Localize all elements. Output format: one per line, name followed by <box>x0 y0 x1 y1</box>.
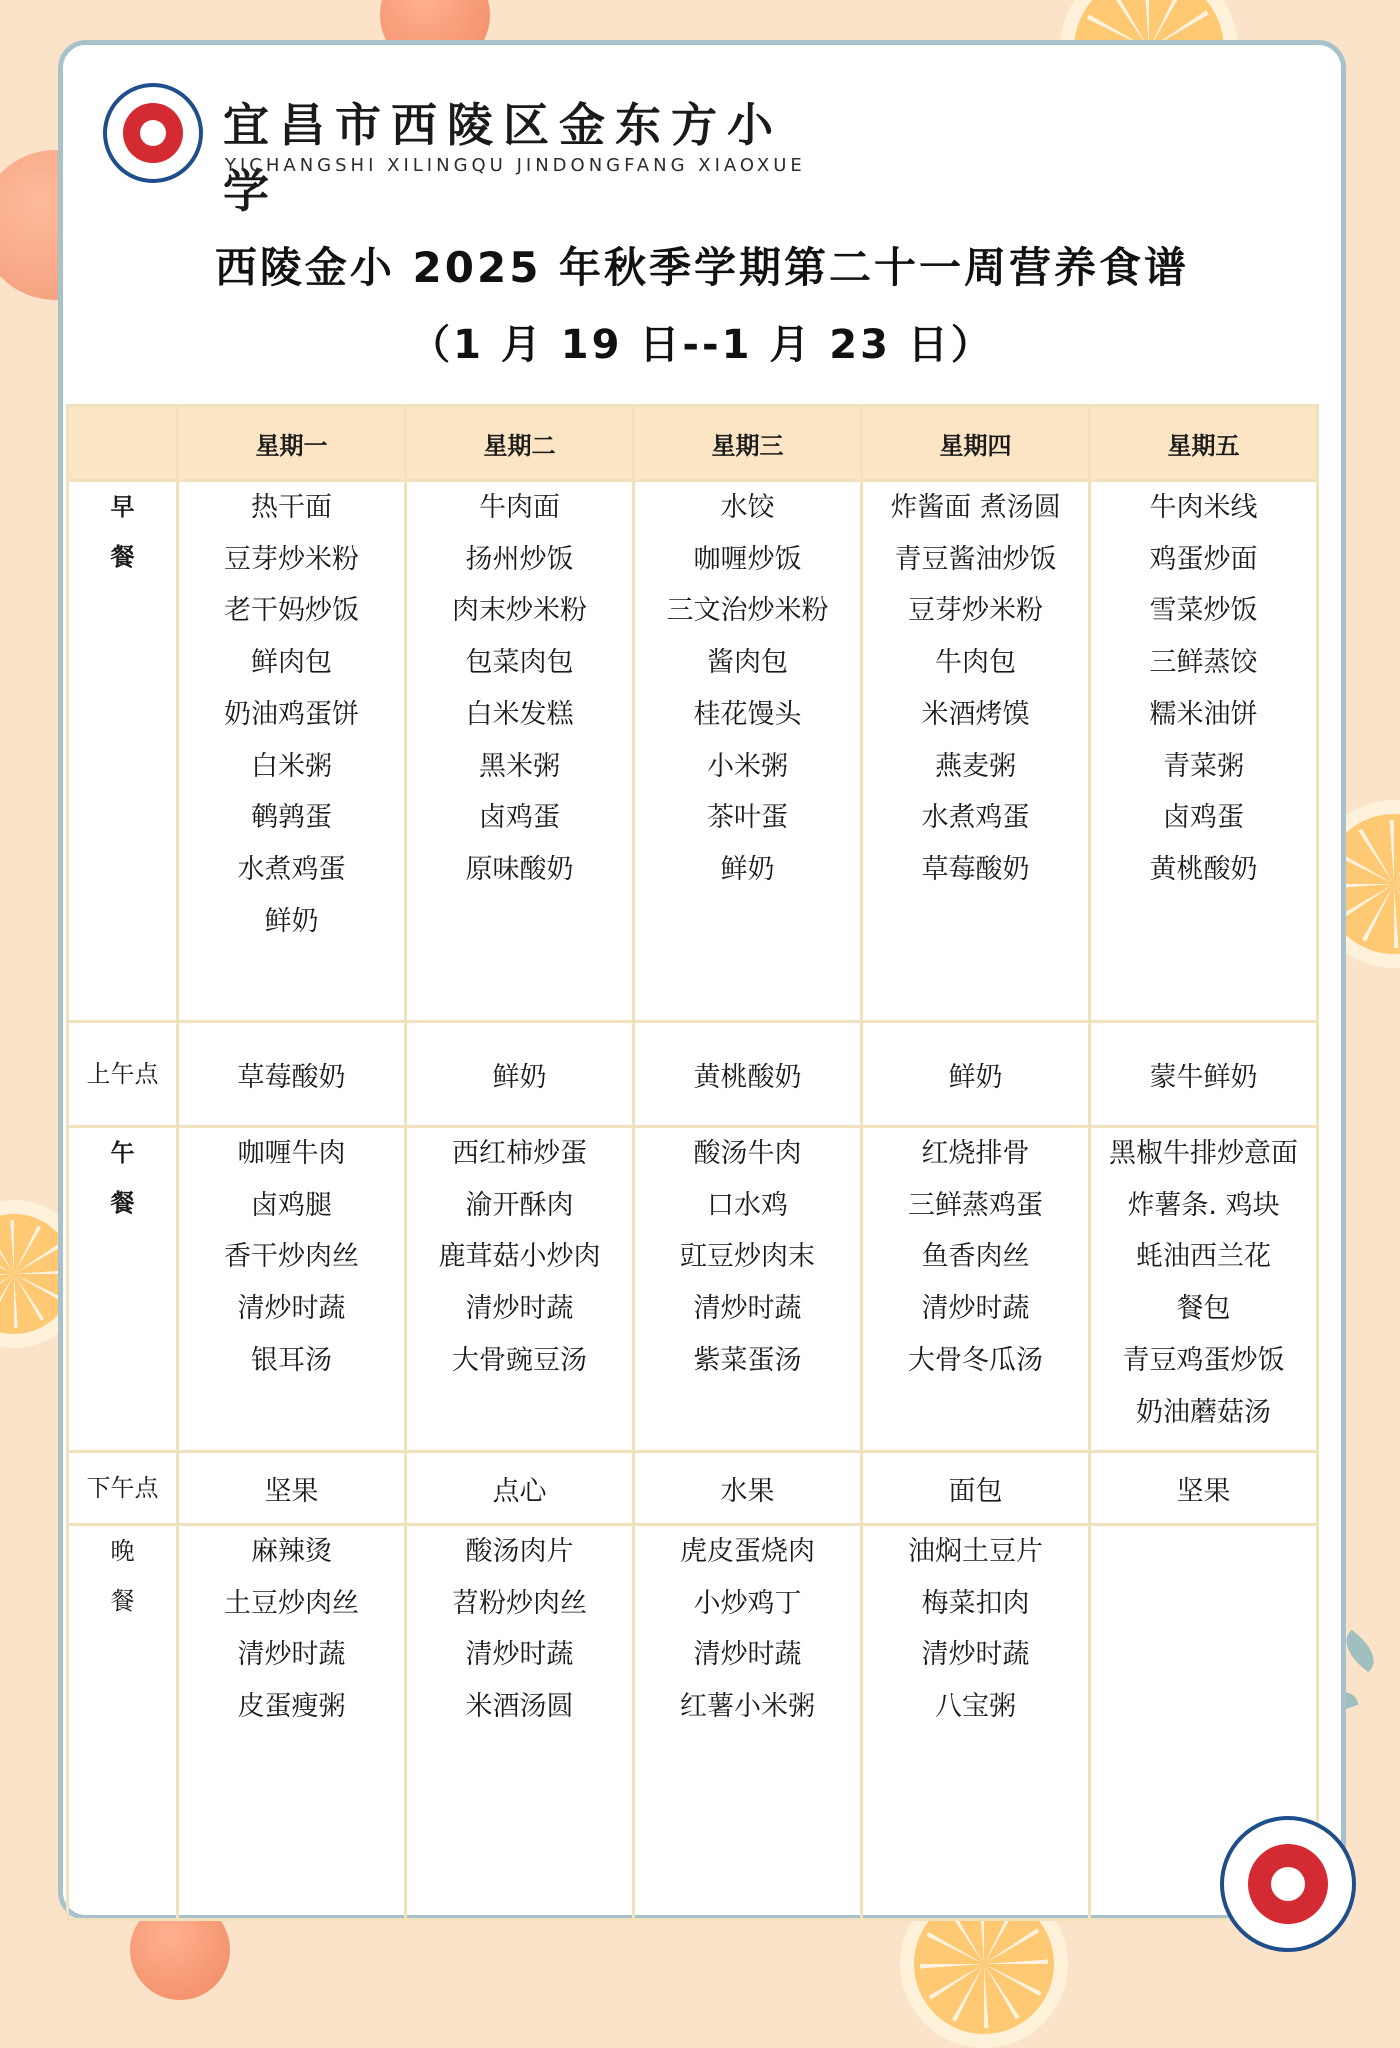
dish-item: 香干炒肉丝 <box>224 1241 359 1273</box>
dish-item: 清炒时蔬 <box>465 1639 574 1671</box>
dish-item: 原味酸奶 <box>465 853 574 885</box>
school-name-en: YICHANGSHI XILINGQU JINDONGFANG XIAOXUE <box>225 155 806 176</box>
dish-item: 梅菜扣肉 <box>921 1587 1030 1619</box>
pm-snack-cell: 点心 <box>406 1452 634 1525</box>
dish-item: 扬州炒饭 <box>465 543 574 575</box>
dish-item: 紫菜蛋汤 <box>693 1344 802 1376</box>
dinner-label-1: 晚 <box>110 1537 135 1565</box>
dish-item: 水煮鸡蛋 <box>237 853 346 885</box>
school-header <box>103 83 823 218</box>
dish-item: 老干妈炒饭 <box>224 595 359 627</box>
dish-item: 燕麦粥 <box>935 750 1016 782</box>
dish-item: 豆芽炒米粉 <box>224 543 359 575</box>
dish-item: 三鲜蒸饺 <box>1149 647 1258 679</box>
dish-item: 油焖土豆片 <box>908 1536 1043 1567</box>
dish-item: 米酒汤圆 <box>465 1691 574 1723</box>
dish-item: 三文治炒米粉 <box>666 595 829 627</box>
dish-item: 清炒时蔬 <box>921 1293 1030 1325</box>
dish-item: 口水鸡 <box>707 1189 788 1221</box>
dinner-row <box>68 1525 1318 1920</box>
dinner-cell <box>178 1525 406 1920</box>
dish-item: 炸酱面 煮汤圆 <box>890 492 1061 523</box>
dish-item: 青豆酱油炒饭 <box>894 543 1057 575</box>
dish-item: 咖喱牛肉 <box>237 1138 346 1169</box>
day-header: 星期二 <box>406 406 634 481</box>
breakfast-cell <box>634 481 862 1022</box>
dish-item: 卤鸡蛋 <box>479 802 560 834</box>
dish-item: 咖喱炒饭 <box>693 543 802 575</box>
dish-item: 蚝油西兰花 <box>1136 1241 1271 1273</box>
pm-snack-label-text: 下午点 <box>86 1474 159 1502</box>
pm-snack-label <box>68 1452 178 1525</box>
dish-item: 银耳汤 <box>251 1344 332 1376</box>
breakfast-cell <box>178 481 406 1022</box>
dish-item: 白米粥 <box>251 750 332 782</box>
lunch-label <box>68 1127 178 1452</box>
dish-item: 包菜肉包 <box>465 647 574 679</box>
am-snack-cell: 鲜奶 <box>862 1022 1090 1127</box>
dish-item: 白米发糕 <box>465 698 574 730</box>
breakfast-label-1: 早 <box>110 493 135 521</box>
lunch-cell <box>634 1127 862 1452</box>
am-snack-cell: 鲜奶 <box>406 1022 634 1127</box>
dish-item: 水煮鸡蛋 <box>921 802 1030 834</box>
dish-item: 卤鸡腿 <box>251 1189 332 1221</box>
dish-item: 青菜粥 <box>1163 750 1244 782</box>
dish-item: 水饺 <box>720 492 775 523</box>
breakfast-cell <box>1090 481 1318 1022</box>
pm-snack-cell: 水果 <box>634 1452 862 1525</box>
dish-item: 小炒鸡丁 <box>693 1587 802 1619</box>
am-snack-cell: 黄桃酸奶 <box>634 1022 862 1127</box>
menu-title: 西陵金小 2025 年秋季学期第二十一周营养食谱 <box>214 243 1190 292</box>
dish-item: 大骨冬瓜汤 <box>908 1344 1043 1376</box>
am-snack-label <box>68 1022 178 1127</box>
dish-item: 土豆炒肉丝 <box>224 1587 359 1619</box>
school-logo-icon <box>103 83 203 183</box>
lunch-cell <box>862 1127 1090 1452</box>
lunch-row <box>68 1127 1318 1452</box>
dish-item: 牛肉米线 <box>1149 492 1258 523</box>
pm-snack-row <box>68 1452 1318 1525</box>
dish-item: 渝开酥肉 <box>465 1189 574 1221</box>
dish-item: 清炒时蔬 <box>921 1639 1030 1671</box>
dish-item: 糯米油饼 <box>1149 698 1258 730</box>
dish-item: 热干面 <box>251 492 332 523</box>
dish-item: 清炒时蔬 <box>237 1293 346 1325</box>
lunch-label-2: 餐 <box>110 1189 135 1217</box>
dish-item: 红烧排骨 <box>921 1138 1030 1169</box>
dish-item: 黄桃酸奶 <box>1149 853 1258 885</box>
dish-item: 西红柿炒蛋 <box>452 1138 587 1169</box>
breakfast-label-2: 餐 <box>110 543 135 571</box>
dish-item: 桂花馒头 <box>693 698 802 730</box>
dish-item: 雪菜炒饭 <box>1149 595 1258 627</box>
dish-item: 鲜奶 <box>720 853 775 885</box>
corner-cell <box>68 406 178 481</box>
dish-item: 小米粥 <box>707 750 788 782</box>
dish-item: 麻辣烫 <box>251 1536 332 1567</box>
menu-date-range: （1 月 19 日--1 月 23 日） <box>410 322 994 368</box>
dinner-label <box>68 1525 178 1920</box>
dish-item: 茶叶蛋 <box>707 802 788 834</box>
dish-item: 清炒时蔬 <box>465 1293 574 1325</box>
dinner-cell <box>634 1525 862 1920</box>
dish-item: 清炒时蔬 <box>237 1639 346 1671</box>
dish-item: 鹌鹑蛋 <box>251 802 332 834</box>
header-row <box>68 406 1318 481</box>
lunch-label-1: 午 <box>110 1139 135 1167</box>
day-header: 星期一 <box>178 406 406 481</box>
am-snack-cell: 蒙牛鲜奶 <box>1090 1022 1318 1127</box>
day-header: 星期五 <box>1090 406 1318 481</box>
dish-item: 酱肉包 <box>707 647 788 679</box>
weekly-menu-table <box>66 404 1319 1921</box>
dish-item: 八宝粥 <box>935 1691 1016 1723</box>
dish-item: 皮蛋瘦粥 <box>237 1691 346 1723</box>
dish-item: 卤鸡蛋 <box>1163 802 1244 834</box>
day-header: 星期四 <box>862 406 1090 481</box>
lunch-cell <box>1090 1127 1318 1452</box>
pm-snack-cell: 面包 <box>862 1452 1090 1525</box>
pm-snack-cell: 坚果 <box>1090 1452 1318 1525</box>
dish-item: 草莓酸奶 <box>921 853 1030 885</box>
dish-item: 豇豆炒肉末 <box>680 1241 815 1273</box>
dish-item: 虎皮蛋烧肉 <box>680 1536 815 1567</box>
pm-snack-cell: 坚果 <box>178 1452 406 1525</box>
breakfast-label <box>68 481 178 1022</box>
dish-item: 豆芽炒米粉 <box>908 595 1043 627</box>
dish-item: 餐包 <box>1176 1293 1231 1325</box>
dinner-cell <box>862 1525 1090 1920</box>
dish-item: 鹿茸菇小炒肉 <box>438 1241 601 1273</box>
dish-item: 奶油鸡蛋饼 <box>224 698 359 730</box>
lunch-cell <box>178 1127 406 1452</box>
education-group-badge-icon <box>1220 1816 1356 1952</box>
dinner-cell <box>406 1525 634 1920</box>
dish-item: 牛肉面 <box>479 492 560 523</box>
dish-item: 黑椒牛排炒意面 <box>1109 1138 1298 1169</box>
dish-item: 三鲜蒸鸡蛋 <box>908 1189 1043 1221</box>
dinner-label-2: 餐 <box>110 1587 135 1615</box>
dish-item: 肉末炒米粉 <box>452 595 587 627</box>
dish-item: 大骨豌豆汤 <box>452 1344 587 1376</box>
am-snack-cell: 草莓酸奶 <box>178 1022 406 1127</box>
dish-item: 鱼香肉丝 <box>921 1241 1030 1273</box>
school-name-cn: 宜昌市西陵区金东方小学 <box>223 98 783 218</box>
am-snack-row <box>68 1022 1318 1127</box>
dish-item: 炸薯条. 鸡块 <box>1127 1189 1280 1221</box>
dish-item: 清炒时蔬 <box>693 1293 802 1325</box>
dish-item: 酸汤肉片 <box>465 1536 574 1567</box>
dish-item: 鸡蛋炒面 <box>1149 543 1258 575</box>
dish-item: 牛肉包 <box>935 647 1016 679</box>
dish-item: 清炒时蔬 <box>693 1639 802 1671</box>
dish-item: 红薯小米粥 <box>680 1691 815 1723</box>
dish-item: 酸汤牛肉 <box>693 1138 802 1169</box>
breakfast-cell <box>406 481 634 1022</box>
day-header: 星期三 <box>634 406 862 481</box>
am-snack-label-text: 上午点 <box>86 1060 159 1088</box>
dish-item: 鲜奶 <box>264 905 319 937</box>
dish-item: 米酒烤馍 <box>921 698 1030 730</box>
breakfast-row <box>68 481 1318 1022</box>
dish-item: 黑米粥 <box>479 750 560 782</box>
lunch-cell <box>406 1127 634 1452</box>
breakfast-cell <box>862 481 1090 1022</box>
dish-item: 奶油蘑菇汤 <box>1136 1396 1271 1428</box>
dish-item: 鲜肉包 <box>251 647 332 679</box>
dish-item: 青豆鸡蛋炒饭 <box>1122 1344 1285 1376</box>
dish-item: 苕粉炒肉丝 <box>452 1587 587 1619</box>
